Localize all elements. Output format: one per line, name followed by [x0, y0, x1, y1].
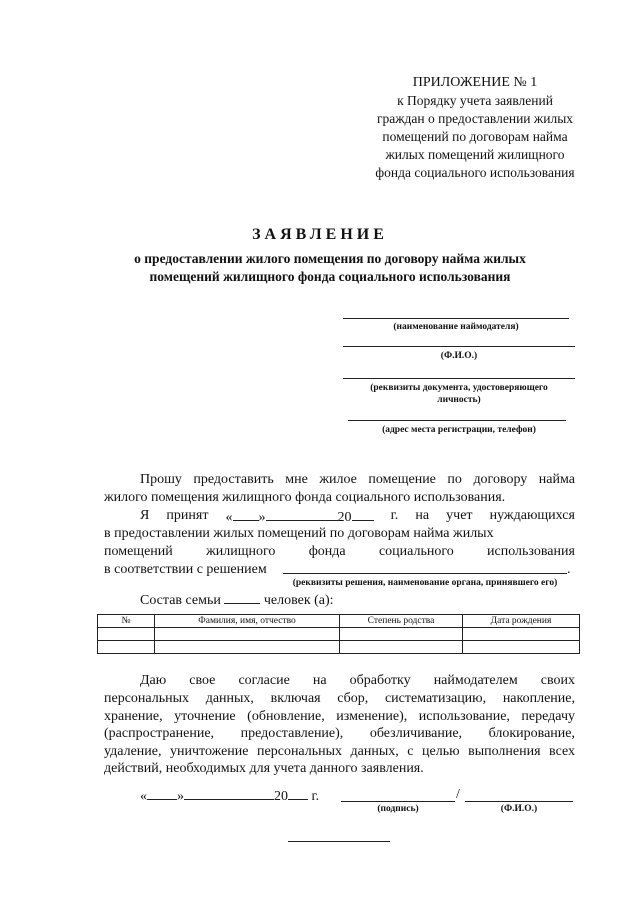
word: свое: [189, 673, 216, 688]
table-cell[interactable]: [155, 641, 340, 654]
family-size-line: [140, 590, 334, 610]
consent-line-1: [140, 672, 575, 690]
year-prefix: 20: [274, 789, 288, 804]
consent-line: (распространение, предоставление), обезличивание, блокирование,: [104, 726, 575, 741]
word: нуждающихся: [489, 508, 575, 523]
word: согласие: [238, 673, 290, 688]
annex-heading: ПРИЛОЖЕНИЕ № 1: [412, 75, 538, 90]
table-header-cell: №: [98, 615, 155, 628]
request-line-4: в предоставлении жилых помещений по договорам найма жилых: [104, 526, 494, 541]
registered-month-field[interactable]: [266, 507, 338, 521]
subtitle-line: помещений жилищного фонда социального использования: [149, 269, 511, 284]
annex-line: фонда социального использования: [375, 165, 575, 180]
table-cell[interactable]: [155, 628, 340, 641]
signature-date: [140, 786, 319, 806]
signature-slash: /: [456, 787, 460, 802]
signature-fio-field-line[interactable]: [465, 801, 573, 802]
consent-body: [104, 690, 575, 778]
word: фонда: [308, 544, 346, 559]
document-subtitle: [110, 250, 550, 286]
sign-month-field[interactable]: [184, 786, 274, 800]
document-title: ЗАЯВЛЕНИЕ: [252, 226, 388, 243]
landlord-caption: (наименование наймодателя): [393, 322, 519, 332]
word: жилищного: [206, 544, 276, 559]
consent-line: хранение, уточнение (обновление, изменение), использование, передачу: [104, 708, 575, 724]
word: помещений: [104, 544, 173, 559]
fio-caption: (Ф.И.О.): [440, 351, 478, 361]
family-size-field[interactable]: [224, 590, 260, 604]
request-line-2: жилого помещения жилищного фонда социального использования.: [104, 490, 506, 505]
address-caption: (адрес места регистрации, телефон): [382, 425, 536, 435]
quote-open: «: [225, 510, 233, 525]
landlord-field-line[interactable]: [343, 318, 569, 319]
table-cell[interactable]: [98, 641, 155, 654]
table-cell[interactable]: [340, 641, 463, 654]
word: своих: [540, 673, 575, 688]
address-field-line[interactable]: [348, 420, 566, 421]
decision-caption: (реквизиты решения, наименование органа, принявшего его): [292, 578, 558, 588]
consent-line: удаление, уничтожение персональных данных, с целью выполнения всех: [104, 743, 575, 759]
consent-last-line: действий, необходимых для учета данного заявления.: [104, 761, 424, 776]
table-header-cell: Фамилия, имя, отчество: [155, 615, 340, 628]
word: учет: [446, 508, 473, 523]
annex-block: [330, 74, 620, 182]
family-size-label: Состав семьи: [140, 593, 221, 608]
annex-line: граждан о предоставлении жилых: [376, 111, 574, 126]
footer-separator: [288, 841, 390, 842]
id-document-caption-line: личность): [437, 395, 481, 405]
signature-caption: (подпись): [377, 804, 419, 814]
table-header-cell: Степень родства: [340, 615, 463, 628]
table-cell[interactable]: [340, 628, 463, 641]
id-document-caption-line: (реквизиты документа, удостоверяющего: [370, 383, 548, 393]
fio-field-line[interactable]: [343, 346, 575, 347]
year-suffix: г.: [311, 789, 320, 804]
annex-line: помещений по договорам найма: [382, 129, 568, 144]
word: Я: [140, 508, 150, 523]
request-line-1-text: Прошу предоставить мне жилое помещение по договору найма: [140, 472, 575, 487]
signature-fio-caption: (Ф.И.О.): [500, 804, 538, 814]
word: использования: [487, 544, 575, 559]
word: на: [415, 508, 430, 523]
year-prefix: 20: [337, 510, 352, 525]
word: на: [312, 673, 327, 688]
table-row: [98, 628, 580, 641]
table-cell[interactable]: [463, 628, 580, 641]
signature-field-line[interactable]: [341, 801, 455, 802]
table-header-cell: Дата рождения: [463, 615, 580, 628]
quote-close: »: [177, 789, 184, 804]
annex-line: жилых помещений жилищного: [385, 147, 565, 162]
word: Даю: [140, 673, 167, 688]
request-line-5: [104, 543, 575, 561]
table-row: [98, 641, 580, 654]
family-size-suffix: человек (а):: [263, 593, 334, 608]
table-cell[interactable]: [98, 628, 155, 641]
family-table: [97, 614, 580, 654]
subtitle-line: о предоставлении жилого помещения по договору найма жилых: [134, 251, 526, 266]
id-document-caption: [343, 382, 575, 406]
word: г.: [390, 508, 399, 523]
sign-year-field[interactable]: [288, 786, 308, 800]
request-line-1: [140, 471, 575, 489]
quote-close: »: [258, 510, 266, 525]
registered-line: [140, 507, 575, 527]
table-header-row: [98, 615, 580, 628]
word: социального: [378, 544, 454, 559]
registered-day-field[interactable]: [233, 507, 259, 521]
consent-line: персональных данных, включая сбор, систематизацию, накопление,: [104, 691, 575, 706]
word: наймодателем: [433, 673, 518, 688]
word: обработку: [349, 673, 411, 688]
decision-period: .: [567, 562, 571, 577]
decision-text: в соответствии с решением: [104, 562, 267, 577]
registered-year-field[interactable]: [352, 507, 374, 521]
quote-open: «: [140, 789, 147, 804]
registered-date-group: [226, 507, 374, 527]
id-document-field-line[interactable]: [343, 378, 575, 379]
decision-field-line[interactable]: [283, 573, 567, 574]
sign-day-field[interactable]: [147, 786, 177, 800]
annex-line: к Порядку учета заявлений: [397, 93, 553, 108]
table-cell[interactable]: [463, 641, 580, 654]
word: принят: [166, 508, 209, 523]
